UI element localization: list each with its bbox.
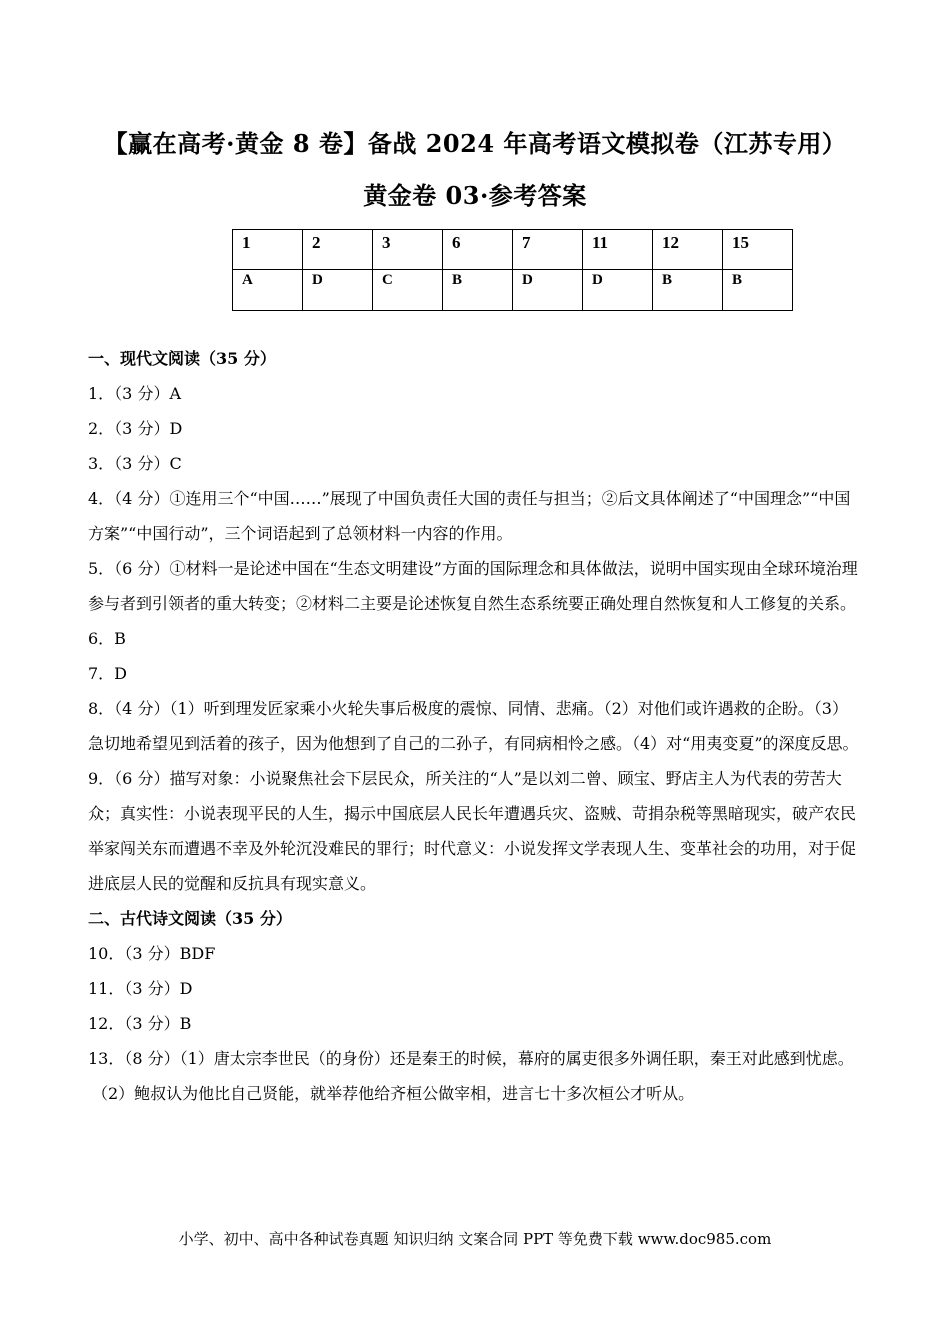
table-cell: B <box>653 270 723 311</box>
answer-item: 10．（3 分）BDF <box>88 944 216 963</box>
answer-item: 11．（3 分）D <box>88 979 193 998</box>
answer-item: 6．B <box>88 629 126 648</box>
table-cell: 11 <box>583 230 653 270</box>
table-cell: A <box>233 270 303 311</box>
answer-item: 4．（4 分）①连用三个“中国……”展现了中国负责任大国的责任与担当；②后文具体阐述了“中国理念”“中国方案”“中国行动”，三个词语起到了总领材料一内容的作用。 <box>88 489 851 543</box>
answer-item: 2．（3 分）D <box>88 419 183 438</box>
table-cell: 12 <box>653 230 723 270</box>
document-title: 【赢在高考·黄金 8 卷】备战 2024 年高考语文模拟卷（江苏专用） <box>103 129 847 158</box>
answer-item: 3．（3 分）C <box>88 454 182 473</box>
answer-item: 7．D <box>88 664 128 683</box>
answer-item: 8．（4 分）（1）听到理发匠家乘小火轮失事后极度的震惊、同情、悲痛。（2）对他们或许遇救的企盼。（3）急切地希望见到活着的孩子，因为他想到了自己的二孙子，有同病相怜之感。（4）对“用夷变夏”的深度反思。 <box>88 699 859 753</box>
table-cell: D <box>583 270 653 311</box>
table-cell: 15 <box>723 230 793 270</box>
answer-item: 1．（3 分）A <box>88 384 182 403</box>
table-cell: C <box>373 270 443 311</box>
answer-key-table <box>232 229 793 311</box>
table-cell: 1 <box>233 230 303 270</box>
table-cell: 2 <box>303 230 373 270</box>
table-cell: B <box>723 270 793 311</box>
page-footer: 小学、初中、高中各种试卷真题 知识归纳 文案合同 PPT 等免费下载 www.doc985.com <box>178 1230 772 1248</box>
answer-body <box>88 341 863 1111</box>
answer-item: 9．（6 分）描写对象：小说聚焦社会下层民众，所关注的“人”是以刘二曾、顾宝、野店主人为代表的劳苦大众；真实性：小说表现平民的人生，揭示中国底层人民长年遭遇兵灾、盗贼、苛捐杂税等黑暗现实，破产农民举家闯关东而遭遇不幸及外轮沉没难民的罪行；时代意义：小说发挥文学表现人生、变革社会的功用，对于促进底层人民的觉醒和反抗具有现实意义。 <box>88 769 857 893</box>
table-cell: D <box>513 270 583 311</box>
answer-item: 13．（8 分）（1）唐太宗李世民（的身份）还是秦王的时候，幕府的属吏很多外调任职，秦王对此感到忧虑。 <box>88 1049 854 1068</box>
table-cell: 6 <box>443 230 513 270</box>
section-heading-classical-reading: 二、古代诗文阅读（35 分） <box>88 909 292 928</box>
table-cell: D <box>303 270 373 311</box>
answer-item: 5．（6 分）①材料一是论述中国在“生态文明建设”方面的国际理念和具体做法，说明中国实现由全球环境治理参与者到引领者的重大转变；②材料二主要是论述恢复自然生态系统要正确处理自然恢复和人工修复的关系。 <box>88 559 858 613</box>
answer-table-answer-row <box>233 270 793 311</box>
answer-item: （2）鲍叔认为他比自己贤能，就举荐他给齐桓公做宰相，进言七十多次桓公才听从。 <box>92 1084 695 1103</box>
document-subtitle: 黄金卷 03·参考答案 <box>363 181 587 210</box>
answer-item: 12．（3 分）B <box>88 1014 192 1033</box>
table-cell: 3 <box>373 230 443 270</box>
answer-table-number-row <box>233 230 793 270</box>
table-cell: 7 <box>513 230 583 270</box>
section-heading-modern-reading: 一、现代文阅读（35 分） <box>88 349 276 368</box>
table-cell: B <box>443 270 513 311</box>
